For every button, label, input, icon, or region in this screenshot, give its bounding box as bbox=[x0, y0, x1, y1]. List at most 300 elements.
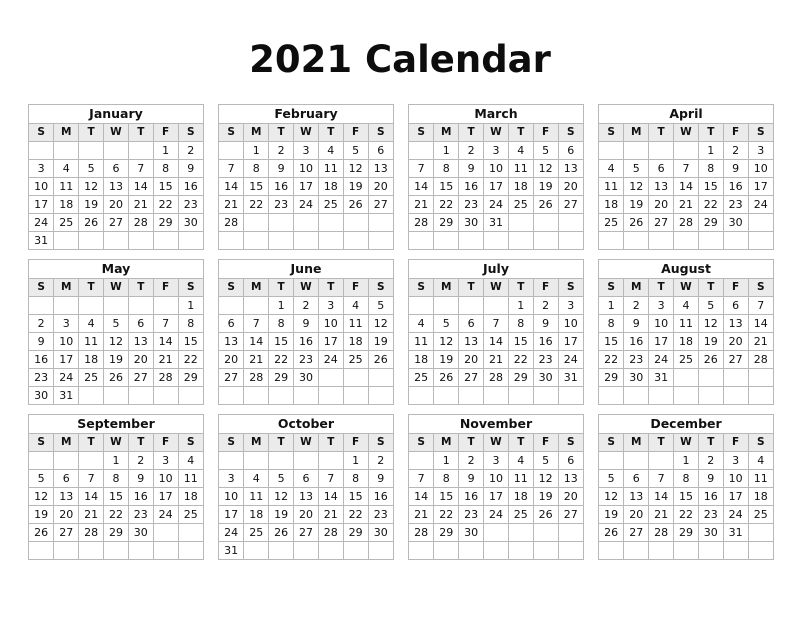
day-cell: 27 bbox=[624, 524, 649, 542]
day-cell: 10 bbox=[484, 470, 509, 488]
weekday-label: F bbox=[153, 434, 178, 452]
week-row bbox=[599, 178, 773, 196]
day-cell: 3 bbox=[484, 452, 509, 470]
weekday-header-row bbox=[219, 434, 393, 452]
day-cell: 26 bbox=[599, 524, 624, 542]
empty-cell bbox=[533, 542, 558, 559]
empty-cell bbox=[343, 542, 368, 560]
day-cell: 6 bbox=[128, 315, 153, 333]
day-cell: 6 bbox=[459, 315, 484, 333]
weekday-label: T bbox=[698, 434, 723, 452]
weekday-label: F bbox=[533, 124, 558, 142]
day-cell: 18 bbox=[508, 488, 533, 506]
day-cell: 25 bbox=[599, 214, 624, 232]
empty-cell bbox=[533, 232, 558, 249]
day-cell: 16 bbox=[294, 333, 319, 351]
empty-cell bbox=[128, 142, 153, 160]
day-cell: 4 bbox=[79, 315, 104, 333]
day-cell: 19 bbox=[29, 506, 54, 524]
week-row bbox=[409, 387, 583, 404]
day-cell: 26 bbox=[79, 214, 104, 232]
week-row bbox=[409, 351, 583, 369]
day-cell: 17 bbox=[484, 488, 509, 506]
empty-cell bbox=[723, 369, 748, 387]
day-cell: 9 bbox=[459, 470, 484, 488]
weekday-label: T bbox=[649, 124, 674, 142]
day-cell: 8 bbox=[153, 160, 178, 178]
month-name: January bbox=[29, 105, 203, 124]
day-cell: 25 bbox=[318, 196, 343, 214]
day-cell: 22 bbox=[674, 506, 699, 524]
day-cell: 13 bbox=[368, 160, 393, 178]
day-cell: 23 bbox=[624, 351, 649, 369]
day-cell: 13 bbox=[219, 333, 244, 351]
day-cell: 20 bbox=[128, 351, 153, 369]
empty-cell bbox=[318, 214, 343, 232]
weekday-label: T bbox=[128, 124, 153, 142]
day-cell: 21 bbox=[409, 506, 434, 524]
month-name: August bbox=[599, 260, 773, 279]
month-june bbox=[218, 259, 394, 405]
day-cell: 8 bbox=[269, 315, 294, 333]
empty-cell bbox=[599, 452, 624, 470]
day-cell: 25 bbox=[748, 506, 773, 524]
empty-cell bbox=[558, 214, 583, 232]
week-row bbox=[409, 488, 583, 506]
week-row bbox=[29, 488, 203, 506]
empty-cell bbox=[649, 387, 674, 404]
empty-cell bbox=[558, 387, 583, 404]
empty-cell bbox=[409, 232, 434, 249]
day-table bbox=[219, 279, 393, 404]
day-cell: 1 bbox=[434, 142, 459, 160]
day-cell: 18 bbox=[409, 351, 434, 369]
empty-cell bbox=[459, 542, 484, 559]
day-cell: 29 bbox=[434, 524, 459, 542]
empty-cell bbox=[178, 542, 203, 559]
day-cell: 23 bbox=[459, 196, 484, 214]
day-cell: 19 bbox=[533, 178, 558, 196]
weekday-header-row bbox=[29, 279, 203, 297]
weekday-label: T bbox=[508, 279, 533, 297]
day-cell: 22 bbox=[698, 196, 723, 214]
day-cell: 29 bbox=[508, 369, 533, 387]
day-cell: 6 bbox=[294, 470, 319, 488]
day-cell: 17 bbox=[294, 178, 319, 196]
empty-cell bbox=[244, 452, 269, 470]
day-cell: 26 bbox=[368, 351, 393, 369]
day-cell: 14 bbox=[409, 488, 434, 506]
empty-cell bbox=[698, 387, 723, 404]
day-cell: 18 bbox=[54, 196, 79, 214]
day-cell: 12 bbox=[269, 488, 294, 506]
day-cell: 30 bbox=[698, 524, 723, 542]
day-cell: 30 bbox=[128, 524, 153, 542]
empty-cell bbox=[54, 142, 79, 160]
day-cell: 6 bbox=[649, 160, 674, 178]
day-cell: 8 bbox=[178, 315, 203, 333]
day-cell: 26 bbox=[533, 196, 558, 214]
day-cell: 26 bbox=[434, 369, 459, 387]
day-cell: 22 bbox=[178, 351, 203, 369]
empty-cell bbox=[484, 387, 509, 404]
day-cell: 5 bbox=[698, 297, 723, 315]
week-row bbox=[599, 506, 773, 524]
day-cell: 21 bbox=[484, 351, 509, 369]
week-row bbox=[219, 470, 393, 488]
weekday-label: T bbox=[508, 124, 533, 142]
day-cell: 13 bbox=[104, 178, 129, 196]
day-cell: 10 bbox=[153, 470, 178, 488]
day-cell: 20 bbox=[558, 178, 583, 196]
week-row bbox=[219, 506, 393, 524]
month-name: May bbox=[29, 260, 203, 279]
week-row bbox=[219, 452, 393, 470]
week-row bbox=[219, 232, 393, 249]
day-table bbox=[599, 279, 773, 404]
day-cell: 22 bbox=[508, 351, 533, 369]
day-cell: 23 bbox=[128, 506, 153, 524]
day-cell: 14 bbox=[674, 178, 699, 196]
weekday-label: M bbox=[624, 279, 649, 297]
day-cell: 29 bbox=[104, 524, 129, 542]
empty-cell bbox=[484, 232, 509, 249]
empty-cell bbox=[153, 232, 178, 250]
day-table bbox=[409, 124, 583, 249]
weekday-header-row bbox=[219, 124, 393, 142]
day-cell: 25 bbox=[674, 351, 699, 369]
weekday-label: S bbox=[558, 279, 583, 297]
day-cell: 23 bbox=[723, 196, 748, 214]
day-cell: 17 bbox=[558, 333, 583, 351]
weekday-label: S bbox=[748, 434, 773, 452]
day-cell: 19 bbox=[104, 351, 129, 369]
empty-cell bbox=[698, 542, 723, 559]
day-cell: 7 bbox=[649, 470, 674, 488]
day-cell: 28 bbox=[219, 214, 244, 232]
week-row bbox=[29, 333, 203, 351]
day-cell: 23 bbox=[533, 351, 558, 369]
day-cell: 5 bbox=[368, 297, 393, 315]
day-cell: 23 bbox=[368, 506, 393, 524]
empty-cell bbox=[153, 524, 178, 542]
week-row bbox=[599, 232, 773, 249]
day-cell: 12 bbox=[79, 178, 104, 196]
day-cell: 6 bbox=[558, 142, 583, 160]
empty-cell bbox=[484, 542, 509, 559]
month-september bbox=[28, 414, 204, 560]
day-cell: 28 bbox=[409, 524, 434, 542]
weekday-label: F bbox=[533, 434, 558, 452]
day-cell: 25 bbox=[178, 506, 203, 524]
day-table bbox=[219, 434, 393, 559]
empty-cell bbox=[599, 142, 624, 160]
day-cell: 3 bbox=[219, 470, 244, 488]
day-cell: 30 bbox=[533, 369, 558, 387]
day-cell: 4 bbox=[748, 452, 773, 470]
day-cell: 28 bbox=[244, 369, 269, 387]
weekday-label: F bbox=[723, 279, 748, 297]
day-cell: 1 bbox=[269, 297, 294, 315]
weekday-label: S bbox=[368, 434, 393, 452]
weekday-header-row bbox=[409, 279, 583, 297]
empty-cell bbox=[434, 232, 459, 249]
day-cell: 13 bbox=[723, 315, 748, 333]
day-cell: 16 bbox=[459, 488, 484, 506]
day-cell: 9 bbox=[698, 470, 723, 488]
day-cell: 28 bbox=[748, 351, 773, 369]
month-may bbox=[28, 259, 204, 405]
weekday-label: T bbox=[128, 434, 153, 452]
day-cell: 6 bbox=[219, 315, 244, 333]
day-cell: 20 bbox=[624, 506, 649, 524]
month-december bbox=[598, 414, 774, 560]
day-cell: 18 bbox=[244, 506, 269, 524]
day-cell: 15 bbox=[178, 333, 203, 351]
day-cell: 2 bbox=[459, 142, 484, 160]
day-cell: 5 bbox=[29, 470, 54, 488]
day-cell: 19 bbox=[343, 178, 368, 196]
day-cell: 6 bbox=[723, 297, 748, 315]
day-cell: 27 bbox=[104, 214, 129, 232]
day-cell: 31 bbox=[219, 542, 244, 560]
day-cell: 9 bbox=[624, 315, 649, 333]
empty-cell bbox=[318, 232, 343, 249]
weekday-label: S bbox=[29, 279, 54, 297]
week-row bbox=[599, 297, 773, 315]
day-cell: 18 bbox=[318, 178, 343, 196]
day-cell: 4 bbox=[409, 315, 434, 333]
empty-cell bbox=[128, 232, 153, 250]
day-cell: 8 bbox=[674, 470, 699, 488]
weekday-label: M bbox=[434, 434, 459, 452]
day-cell: 3 bbox=[29, 160, 54, 178]
day-cell: 31 bbox=[723, 524, 748, 542]
day-cell: 11 bbox=[674, 315, 699, 333]
weekday-label: T bbox=[649, 434, 674, 452]
empty-cell bbox=[368, 214, 393, 232]
day-cell: 18 bbox=[748, 488, 773, 506]
day-cell: 11 bbox=[508, 470, 533, 488]
week-row bbox=[219, 178, 393, 196]
empty-cell bbox=[748, 524, 773, 542]
day-cell: 15 bbox=[434, 488, 459, 506]
day-cell: 26 bbox=[269, 524, 294, 542]
day-cell: 8 bbox=[599, 315, 624, 333]
weekday-label: S bbox=[599, 124, 624, 142]
day-cell: 7 bbox=[674, 160, 699, 178]
day-cell: 7 bbox=[409, 470, 434, 488]
day-cell: 13 bbox=[128, 333, 153, 351]
month-name: December bbox=[599, 415, 773, 434]
day-cell: 16 bbox=[269, 178, 294, 196]
empty-cell bbox=[54, 297, 79, 315]
empty-cell bbox=[244, 542, 269, 560]
day-cell: 18 bbox=[508, 178, 533, 196]
empty-cell bbox=[409, 387, 434, 404]
week-row bbox=[409, 470, 583, 488]
week-row bbox=[29, 315, 203, 333]
empty-cell bbox=[104, 542, 129, 559]
week-row bbox=[219, 387, 393, 404]
day-cell: 11 bbox=[599, 178, 624, 196]
weekday-label: S bbox=[599, 279, 624, 297]
empty-cell bbox=[269, 542, 294, 560]
week-row bbox=[409, 160, 583, 178]
day-cell: 2 bbox=[128, 452, 153, 470]
day-cell: 4 bbox=[343, 297, 368, 315]
empty-cell bbox=[368, 369, 393, 387]
day-cell: 10 bbox=[54, 333, 79, 351]
day-cell: 11 bbox=[343, 315, 368, 333]
empty-cell bbox=[649, 542, 674, 559]
weekday-label: F bbox=[723, 434, 748, 452]
weekday-label: W bbox=[674, 124, 699, 142]
day-cell: 15 bbox=[674, 488, 699, 506]
day-cell: 19 bbox=[79, 196, 104, 214]
week-row bbox=[29, 387, 203, 405]
empty-cell bbox=[54, 232, 79, 250]
month-name: April bbox=[599, 105, 773, 124]
day-cell: 21 bbox=[244, 351, 269, 369]
day-cell: 21 bbox=[674, 196, 699, 214]
month-name: July bbox=[409, 260, 583, 279]
day-cell: 3 bbox=[649, 297, 674, 315]
day-cell: 25 bbox=[343, 351, 368, 369]
day-cell: 30 bbox=[624, 369, 649, 387]
day-cell: 13 bbox=[649, 178, 674, 196]
day-cell: 4 bbox=[318, 142, 343, 160]
empty-cell bbox=[29, 542, 54, 559]
day-cell: 10 bbox=[723, 470, 748, 488]
week-row bbox=[219, 196, 393, 214]
weekday-label: F bbox=[343, 279, 368, 297]
weekday-label: T bbox=[649, 279, 674, 297]
day-cell: 15 bbox=[698, 178, 723, 196]
day-cell: 31 bbox=[649, 369, 674, 387]
week-row bbox=[219, 369, 393, 387]
month-february bbox=[218, 104, 394, 250]
day-cell: 30 bbox=[368, 524, 393, 542]
day-cell: 14 bbox=[219, 178, 244, 196]
day-cell: 2 bbox=[368, 452, 393, 470]
day-cell: 30 bbox=[459, 214, 484, 232]
day-cell: 23 bbox=[459, 506, 484, 524]
day-cell: 2 bbox=[269, 142, 294, 160]
day-cell: 11 bbox=[178, 470, 203, 488]
empty-cell bbox=[244, 232, 269, 249]
empty-cell bbox=[508, 542, 533, 559]
day-cell: 8 bbox=[508, 315, 533, 333]
weekday-header-row bbox=[219, 279, 393, 297]
day-cell: 20 bbox=[219, 351, 244, 369]
week-row bbox=[599, 369, 773, 387]
empty-cell bbox=[343, 232, 368, 249]
weekday-label: W bbox=[484, 124, 509, 142]
empty-cell bbox=[29, 452, 54, 470]
week-row bbox=[29, 369, 203, 387]
day-table bbox=[599, 124, 773, 249]
week-row bbox=[29, 214, 203, 232]
day-cell: 24 bbox=[54, 369, 79, 387]
day-table bbox=[29, 124, 203, 249]
empty-cell bbox=[599, 232, 624, 249]
day-cell: 15 bbox=[244, 178, 269, 196]
day-cell: 12 bbox=[599, 488, 624, 506]
day-cell: 15 bbox=[104, 488, 129, 506]
weekday-label: F bbox=[343, 434, 368, 452]
week-row bbox=[599, 315, 773, 333]
weekday-label: F bbox=[153, 279, 178, 297]
month-january bbox=[28, 104, 204, 250]
day-cell: 6 bbox=[624, 470, 649, 488]
day-cell: 18 bbox=[599, 196, 624, 214]
day-cell: 26 bbox=[624, 214, 649, 232]
empty-cell bbox=[624, 387, 649, 404]
day-cell: 13 bbox=[459, 333, 484, 351]
day-cell: 12 bbox=[533, 470, 558, 488]
day-cell: 20 bbox=[104, 196, 129, 214]
day-cell: 8 bbox=[343, 470, 368, 488]
day-cell: 21 bbox=[318, 506, 343, 524]
day-cell: 27 bbox=[54, 524, 79, 542]
day-table bbox=[219, 124, 393, 249]
day-cell: 1 bbox=[343, 452, 368, 470]
weekday-label: W bbox=[674, 434, 699, 452]
empty-cell bbox=[343, 387, 368, 404]
weekday-label: M bbox=[244, 434, 269, 452]
month-august bbox=[598, 259, 774, 405]
day-cell: 23 bbox=[294, 351, 319, 369]
empty-cell bbox=[153, 387, 178, 405]
empty-cell bbox=[294, 452, 319, 470]
empty-cell bbox=[29, 142, 54, 160]
day-cell: 1 bbox=[178, 297, 203, 315]
empty-cell bbox=[368, 542, 393, 560]
weekday-label: T bbox=[318, 279, 343, 297]
empty-cell bbox=[674, 387, 699, 404]
empty-cell bbox=[79, 452, 104, 470]
day-cell: 17 bbox=[318, 333, 343, 351]
empty-cell bbox=[269, 232, 294, 249]
month-april bbox=[598, 104, 774, 250]
empty-cell bbox=[318, 369, 343, 387]
day-cell: 19 bbox=[269, 506, 294, 524]
weekday-label: T bbox=[318, 434, 343, 452]
day-cell: 25 bbox=[244, 524, 269, 542]
day-cell: 10 bbox=[649, 315, 674, 333]
day-cell: 10 bbox=[748, 160, 773, 178]
day-cell: 16 bbox=[128, 488, 153, 506]
empty-cell bbox=[294, 214, 319, 232]
month-name: February bbox=[219, 105, 393, 124]
weekday-label: W bbox=[104, 279, 129, 297]
day-cell: 22 bbox=[434, 506, 459, 524]
day-cell: 12 bbox=[368, 315, 393, 333]
weekday-label: W bbox=[104, 434, 129, 452]
day-cell: 21 bbox=[219, 196, 244, 214]
day-cell: 16 bbox=[723, 178, 748, 196]
day-cell: 23 bbox=[698, 506, 723, 524]
day-cell: 24 bbox=[153, 506, 178, 524]
weekday-label: T bbox=[79, 434, 104, 452]
day-cell: 5 bbox=[79, 160, 104, 178]
weekday-label: F bbox=[723, 124, 748, 142]
month-name: October bbox=[219, 415, 393, 434]
empty-cell bbox=[484, 297, 509, 315]
day-cell: 13 bbox=[624, 488, 649, 506]
day-cell: 29 bbox=[434, 214, 459, 232]
